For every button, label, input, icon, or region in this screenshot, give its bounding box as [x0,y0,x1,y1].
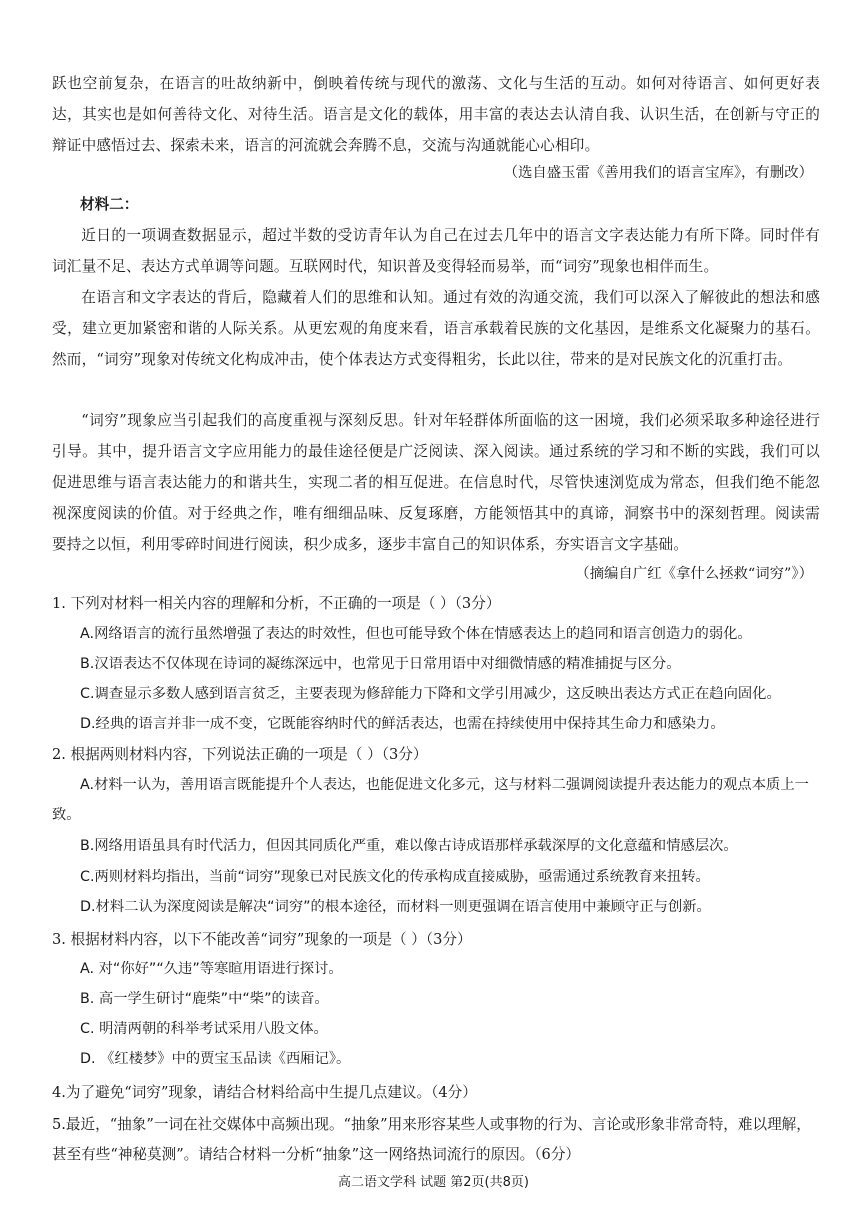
question-2-option-c: C.两则材料均指出，当前“词穷”现象已对民族文化的传承构成直接威胁，亟需通过系统教育来扭转。 [80,869,710,885]
question-2-option-d: D.材料二认为深度阅读是解决“词穷”的根本途径，而材料一则更强调在语言使用中兼顾守正与创新。 [80,899,711,915]
question-1-option-b: B.汉语表达不仅体现在诗词的凝练深远中，也常见于日常用语中对细微情感的精准捕捉与区分。 [80,656,681,672]
question-3-stem: 3. 根据材料内容，以下不能改善“词穷”现象的一项是（ ）（3分） [52,931,472,948]
question-1-option-d: D.经典的语言并非一成不变，它既能容纳时代的鲜活表达，也需在持续使用中保持其生命力和感染力。 [80,716,725,732]
material2-paragraph-1: 近日的一项调查数据显示，超过半数的受访青年认为自己在过去几年中的语言文字表达能力有所下降。同时伴有词汇量不足、表达方式单调等问题。互联网时代，知识普及变得轻而易举，而“词穷”现象也相伴而生。 [52,227,820,275]
question-2-option-a: A.材料一认为，善用语言既能提升个人表达，也能促进文化多元，这与材料二强调阅读提升表达能力的观点本质上一致。 [52,777,809,823]
material2-paragraph-2: 在语言和文字表达的背后，隐藏着人们的思维和认知。通过有效的沟通交流，我们可以深入了解彼此的想法和感受，建立更加紧密和谐的人际关系。从更宏观的角度来看，语言承载着民族的文化基因，是维系文化凝聚力的基石。然而，“词穷”现象对传统文化构成冲击，使个体表达方式变得粗劣，长此以往，带来的是对民族文化的沉重打击。 [52,289,820,368]
question-1-stem: 1. 下列对材料一相关内容的理解和分析，不正确的一项是（ ）（3分） [52,595,501,612]
question-4-stem: 4.为了避免“词穷”现象，请结合材料给高中生提几点建议。（4分） [52,1084,477,1101]
question-3-option-c: C. 明清两朝的科举考试采用八股文体。 [80,1021,328,1037]
material2-heading: 材料二： [80,196,139,213]
question-3-option-d: D. 《红楼梦》中的贾宝玉品读《西厢记》。 [80,1051,351,1067]
question-1-option-c: C.调查显示多数人感到语言贫乏，主要表现为修辞能力下降和文学引用减少，这反映出表达方式正在趋向固化。 [80,686,781,702]
question-5-stem: 5.最近，“抽象”一词在社交媒体中高频出现。“抽象”用来形容某些人或事物的行为、言论或形象非常奇特，难以理解，甚至有些“神秘莫测”。请结合材料一分析“抽象”这一网络热词流行的原因。（6分） [52,1116,811,1163]
material2-paragraph-3: “词穷”现象应当引起我们的高度重视与深刻反思。针对年轻群体所面临的这一困境，我们必须采取多种途径进行引导。其中，提升语言文字应用能力的最佳途径便是广泛阅读、深入阅读。通过系统的学习和不断的实践，我们可以促进思维与语言表达能力的和谐共生，实现二者的相互促进。在信息时代，尽管快速浏览成为常态，但我们绝不能忽视深度阅读的价值。对于经典之作，唯有细细品味、反复琢磨，方能领悟其中的真谛，洞察书中的深刻哲理。阅读需要持之以恒，利用零碎时间进行阅读，积少成多，逐步丰富自己的知识体系，夯实语言文字基础。 [52,412,820,553]
question-1-option-a: A.网络语言的流行虽然增强了表达的时效性，但也可能导致个体在情感表达上的趋同和语言创造力的弱化。 [80,626,752,642]
question-2-stem: 2. 根据两则材料内容，下列说法正确的一项是（ ）（3分） [52,746,428,763]
material1-source: （选自盛玉雷《善用我们的语言宝库》，有删改） [503,165,813,181]
question-2-option-b: B.网络用语虽具有时代活力，但因其同质化严重，难以像古诗成语那样承载深厚的文化意蕴和情感层次。 [80,838,738,854]
material2-source: （摘编自广红《拿什么拯救“词穷”》） [575,566,813,582]
material1-tail-paragraph: 跃也空前复杂，在语言的吐故纳新中，倒映着传统与现代的激荡、文化与生活的互动。如何对待语言、如何更好表达，其实也是如何善待文化、对待生活。语言是文化的载体，用丰富的表达去认清自我、认识生活，在创新与守正的辩证中感悟过去、探索未来，语言的河流就会奔腾不息，交流与沟通就能心心相印。 [52,75,820,154]
question-3-option-a: A. 对“你好”“久违”等寒暄用语进行探讨。 [80,961,343,977]
question-3-option-b: B. 高一学生研讨“鹿柴”中“柴”的读音。 [80,991,329,1007]
page-footer: 高二语文学科 试题 第2页(共8页) [338,1175,529,1190]
